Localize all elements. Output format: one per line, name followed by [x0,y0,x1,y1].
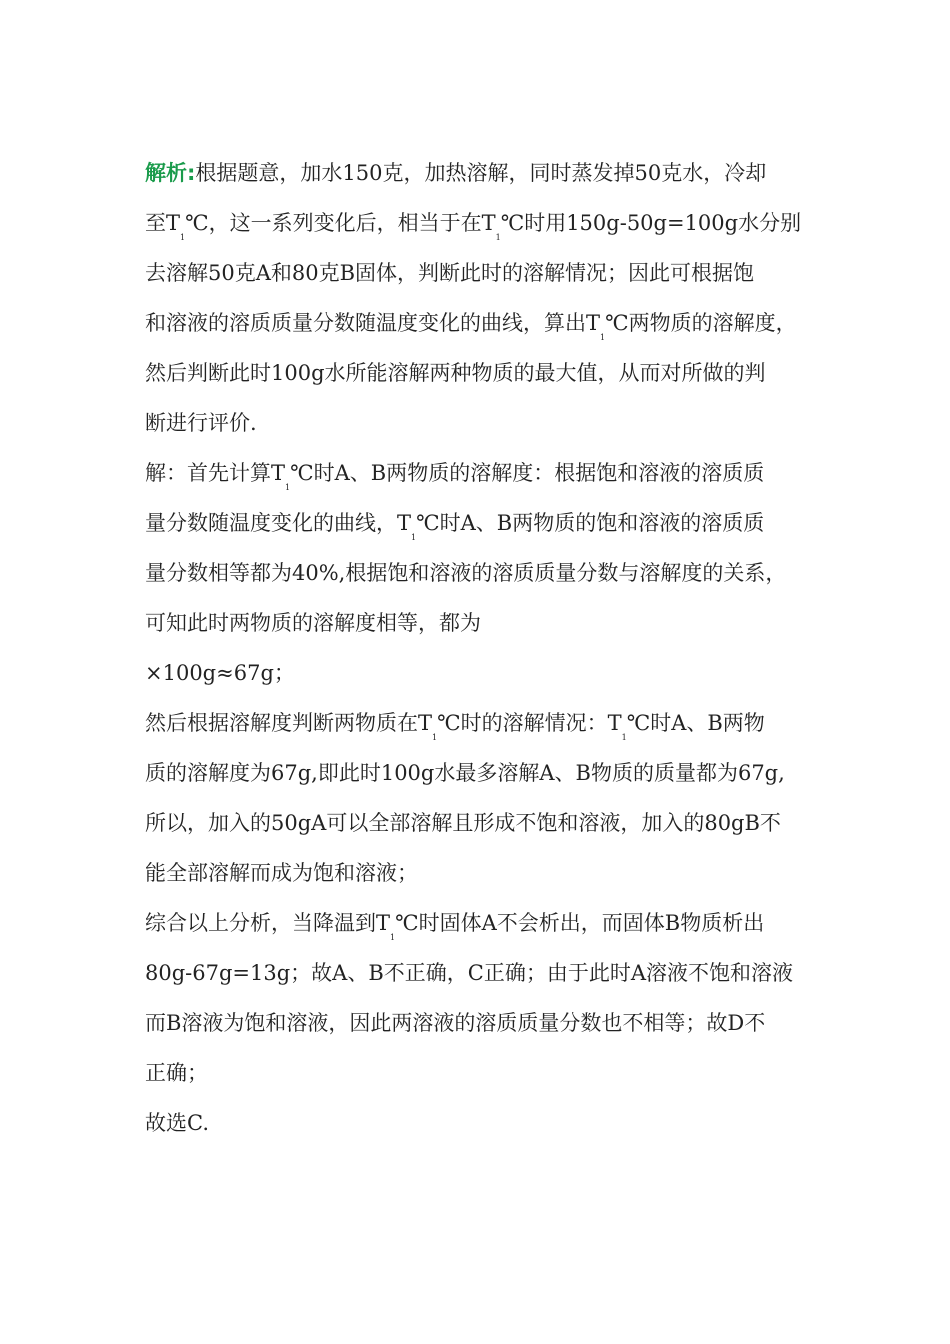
solution-p4-line-1b: ℃时固体A不会析出，而固体B物质析出 [395,911,765,935]
solution-p4-line-1a: 综合以上分析，当降温到T [145,911,391,935]
solution-paragraph-3 [145,698,815,898]
solution-p4-line-2: 80g-67g=13g；故A、B不正确，C正确；由于此时A溶液不饱和溶液 [145,961,794,985]
solution-p3-line-1c: ℃时A、B两物 [626,711,765,735]
analysis-line-5: 然后判断此时100g水所能溶解两种物质的最大值，从而对所做的判 [145,361,766,385]
subscript-1: 1 [180,233,186,242]
solution-p1-line-2b: ℃时A、B两物质的饱和溶液的溶质质 [416,511,765,535]
analysis-label: 解析: [145,161,196,185]
analysis-line-1: 根据题意，加水150克，加热溶解，同时蒸发掉50克水，冷却 [195,161,767,185]
solution-paragraph-2 [145,648,815,698]
solution-p3-line-2: 质的溶解度为67g,即此时100g水最多溶解A、B物质的质量都为67g, [145,761,785,785]
analysis-line-2c: ℃时用150g-50g=100g水分别 [500,211,802,235]
solution-p4-line-4: 正确； [145,1061,208,1085]
analysis-line-4b: ℃两物质的溶解度， [605,311,797,335]
analysis-line-2b: ℃，这一系列变化后，相当于在T [185,211,496,235]
analysis-line-4a: 和溶液的溶质质量分数随温度变化的曲线，算出T [145,311,601,335]
subscript-1: 1 [600,333,606,342]
solution-p1-line-2a: 量分数随温度变化的曲线，T [145,511,412,535]
subscript-1: 1 [285,483,291,492]
solution-p3-line-1a: 然后根据溶解度判断两物质在T [145,711,433,735]
solution-p3-line-3: 所以，加入的50gA可以全部溶解且形成不饱和溶液，加入的80gB不 [145,811,781,835]
solution-p1-line-4: 可知此时两物质的溶解度相等，都为 [145,611,481,635]
solution-p4-line-3: 而B溶液为饱和溶液，因此两溶液的溶质质量分数也不相等；故D不 [145,1011,766,1035]
solution-paragraph-1 [145,448,815,648]
analysis-line-6: 断进行评价. [145,411,257,435]
document-body [145,148,815,1148]
subscript-1: 1 [432,733,438,742]
subscript-1: 1 [390,933,396,942]
solution-paragraph-4 [145,898,815,1098]
solution-p3-line-1b: ℃时的溶解情况：T [437,711,622,735]
subscript-1: 1 [621,733,627,742]
solution-paragraph-5 [145,1098,815,1148]
subscript-1: 1 [495,233,501,242]
analysis-paragraph [145,148,815,448]
solution-p1-line-1a: 解：首先计算T [145,461,286,485]
final-answer: 故选C. [145,1111,209,1135]
solution-p2: ×100g≈67g； [145,661,295,685]
subscript-1: 1 [411,533,417,542]
solution-p1-line-3: 量分数相等都为40%,根据饱和溶液的溶质质量分数与溶解度的关系， [145,561,787,585]
solution-p3-line-4: 能全部溶解而成为饱和溶液； [145,861,418,885]
analysis-line-2a: 至T [145,211,181,235]
analysis-line-3: 去溶解50克A和80克B固体，判断此时的溶解情况；因此可根据饱 [145,261,755,285]
solution-p1-line-1b: ℃时A、B两物质的溶解度：根据饱和溶液的溶质质 [290,461,765,485]
